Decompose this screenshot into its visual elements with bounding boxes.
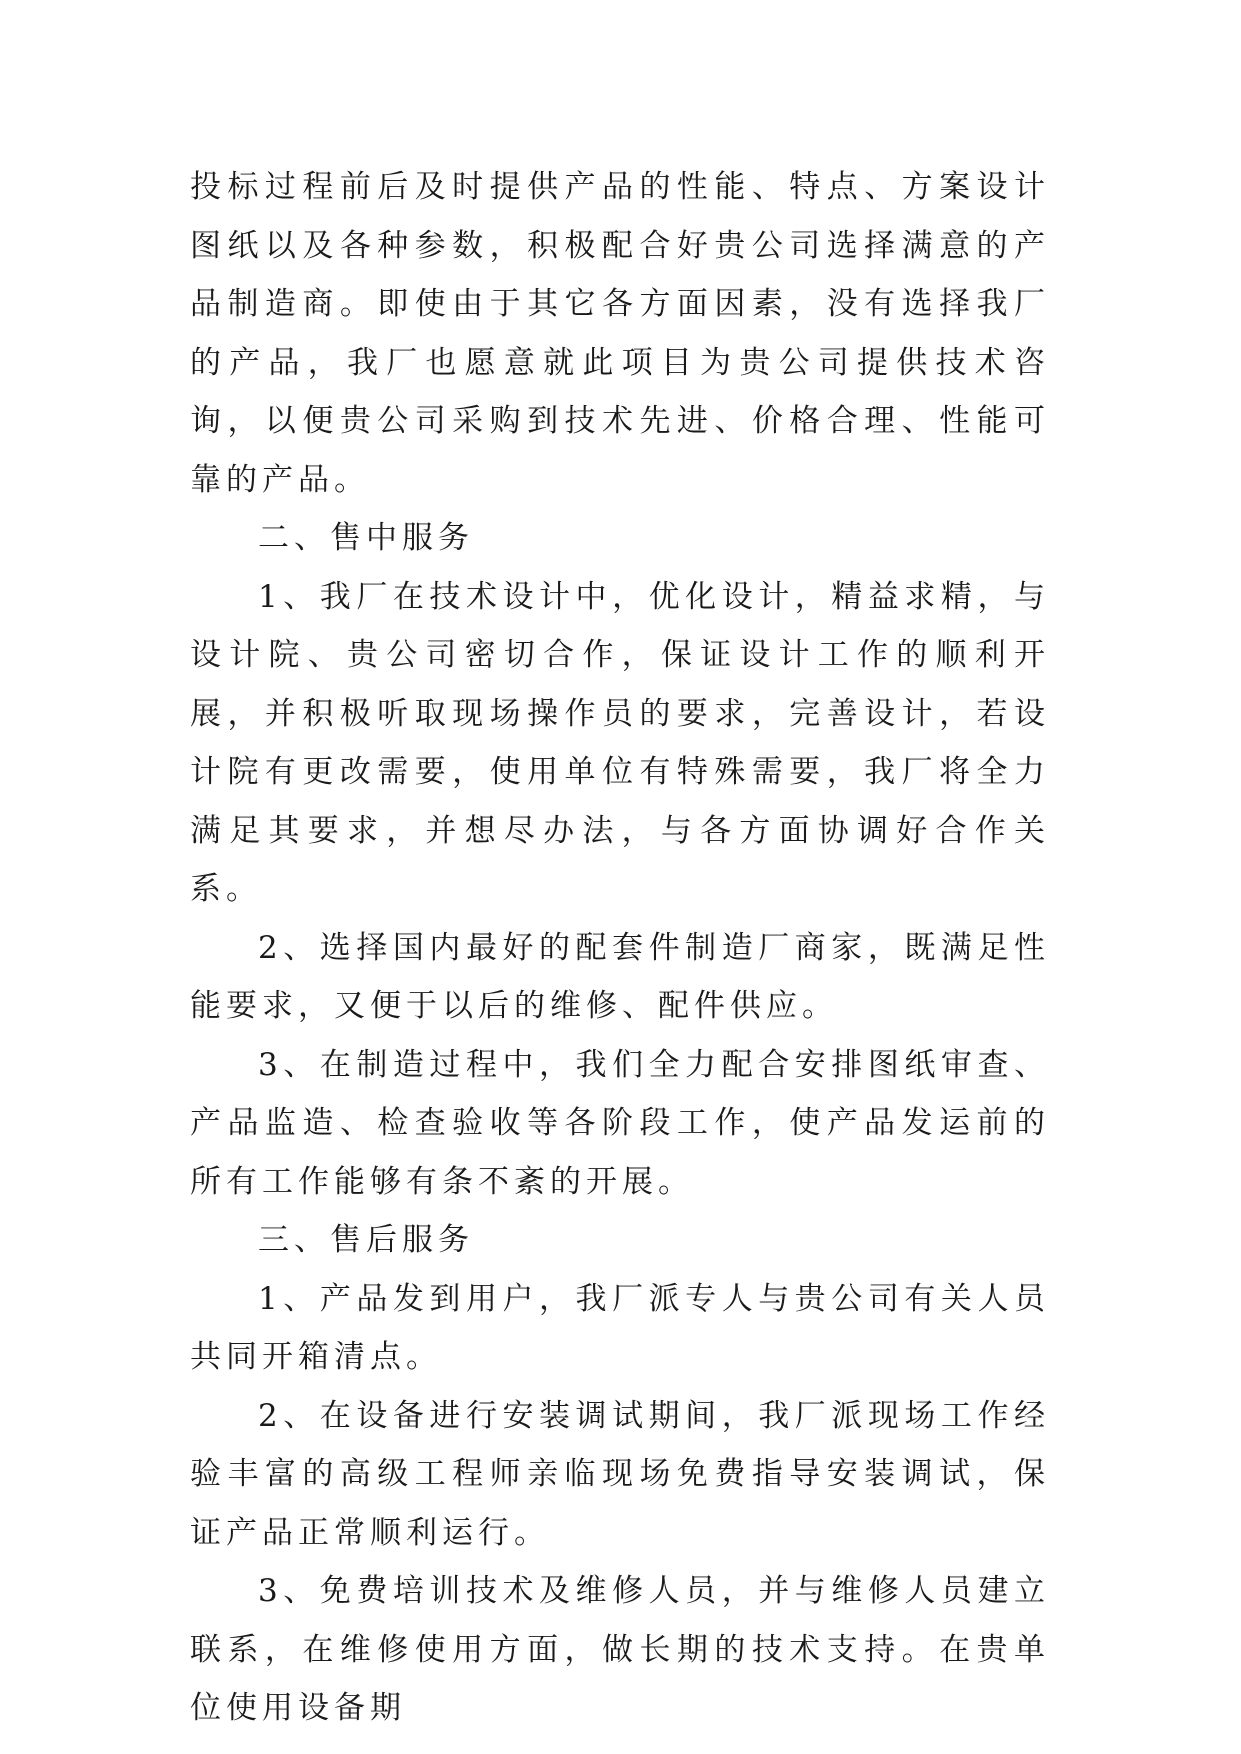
- paragraph-after-sale-1: 1、产品发到用户，我厂派专人与贵公司有关人员共同开箱清点。: [190, 1280, 1050, 1375]
- paragraph-after-sale-3: 3、免费培训技术及维修人员，并与维修人员建立联系，在维修使用方面，做长期的技术支持。在贵单位使用设备期: [190, 1573, 1050, 1726]
- paragraph-intro-continued: 投标过程前后及时提供产品的性能、特点、方案设计图纸以及各种参数，积极配合好贵公司选择满意的产品制造商。即使由于其它各方面因素，没有选择我厂的产品，我厂也愿意就此项目为贵公司提供技术咨询，以便贵公司采购到技术先进、价格合理、性能可靠的产品。: [190, 169, 1050, 498]
- heading-after-sale-service: 三、售后服务: [258, 1222, 474, 1258]
- paragraph-in-sale-1: 1、我厂在技术设计中，优化设计，精益求精，与设计院、贵公司密切合作，保证设计工作的顺利开展，并积极听取现场操作员的要求，完善设计，若设计院有更改需要，使用单位有特殊需要，我厂将全力满足其要求，并想尽办法，与各方面协调好合作关系。: [190, 578, 1050, 907]
- paragraph-after-sale-2: 2、在设备进行安装调试期间，我厂派现场工作经验丰富的高级工程师亲临现场免费指导安装调试，保证产品正常顺利运行。: [190, 1397, 1050, 1551]
- paragraph-in-sale-3: 3、在制造过程中，我们全力配合安排图纸审查、产品监造、检查验收等各阶段工作，使产品发运前的所有工作能够有条不紊的开展。: [190, 1046, 1050, 1200]
- paragraph-in-sale-2: 2、选择国内最好的配套件制造厂商家，既满足性能要求，又便于以后的维修、配件供应。: [190, 929, 1050, 1024]
- heading-in-sale-service: 二、售中服务: [258, 520, 474, 556]
- document-body: [190, 158, 1050, 1738]
